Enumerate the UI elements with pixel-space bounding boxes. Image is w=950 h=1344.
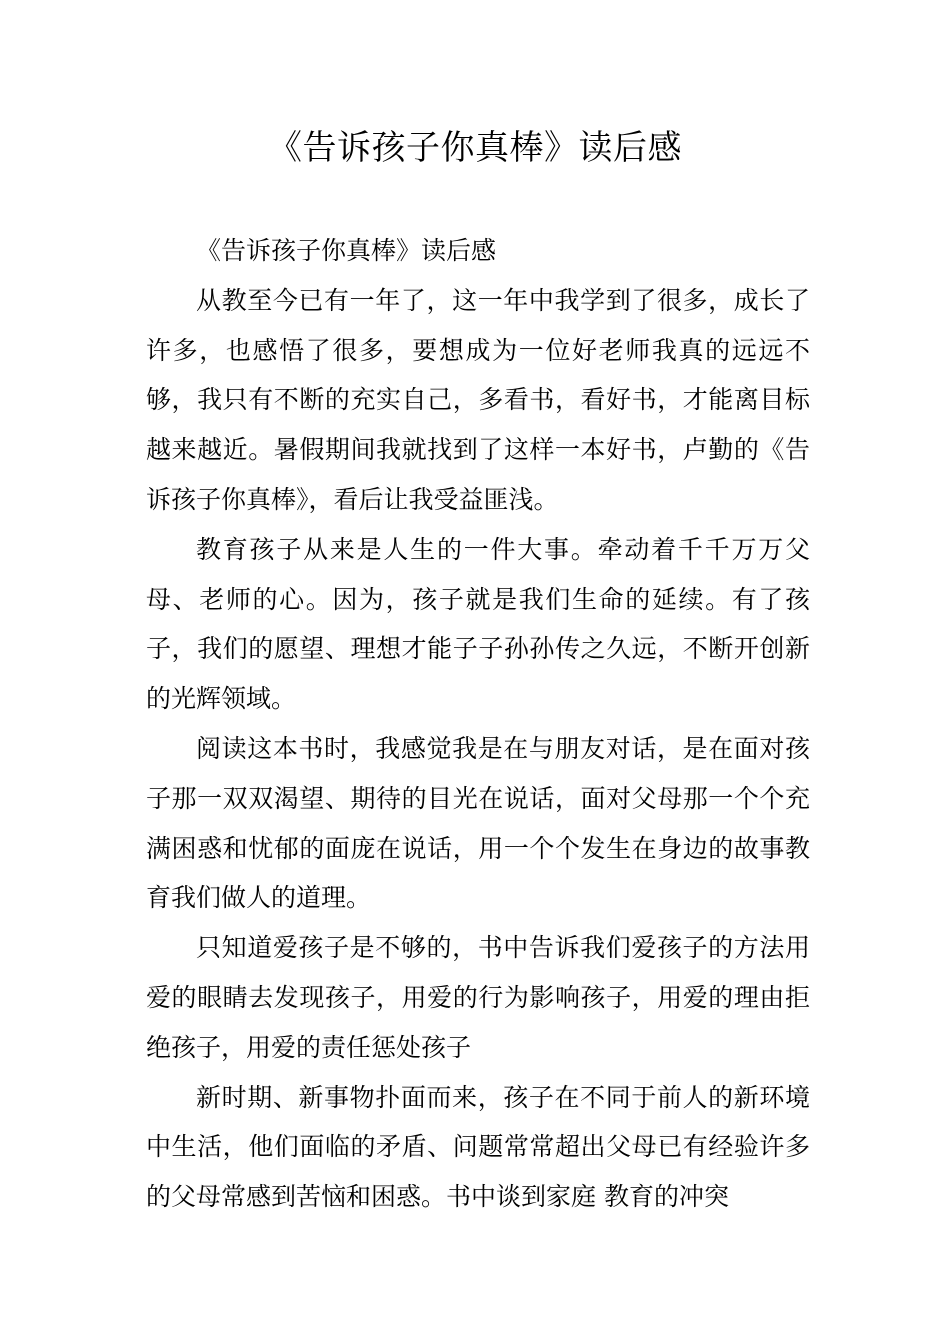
document-body <box>146 226 810 1222</box>
paragraph: 只知道爱孩子是不够的，书中告诉我们爱孩子的方法用爱的眼睛去发现孩子，用爱的行为影响孩子，用爱的理由拒绝孩子，用爱的责任惩处孩子 <box>146 933 810 1062</box>
document-title: 《告诉孩子你真棒》读后感 <box>268 128 682 168</box>
paragraph: 教育孩子从来是人生的一件大事。牵动着千千万万父母、老师的心。因为，孩子就是我们生命的延续。有了孩子，我们的愿望、理想才能子子孙孙传之久远，不断开创新的光辉领域。 <box>146 534 810 714</box>
paragraph-subtitle: 《告诉孩子你真棒》读后感 <box>196 236 497 265</box>
paragraph: 阅读这本书时，我感觉我是在与朋友对话，是在面对孩子那一双双渴望、期待的目光在说话，面对父母那一个个充满困惑和忧郁的面庞在说话，用一个个发生在身边的故事教育我们做人的道理。 <box>146 733 810 913</box>
paragraph: 从教至今已有一年了，这一年中我学到了很多，成长了许多，也感悟了很多，要想成为一位好老师我真的远远不够，我只有不断的充实自己，多看书，看好书，才能离目标越来越近。暑假期间我就找到了这样一本好书，卢勤的《告诉孩子你真棒》，看后让我受益匪浅。 <box>146 285 810 514</box>
paragraph: 新时期、新事物扑面而来，孩子在不同于前人的新环境中生活，他们面临的矛盾、问题常常超出父母已有经验许多的父母常感到苦恼和困惑。书中谈到家庭 教育的冲突 <box>146 1082 810 1212</box>
